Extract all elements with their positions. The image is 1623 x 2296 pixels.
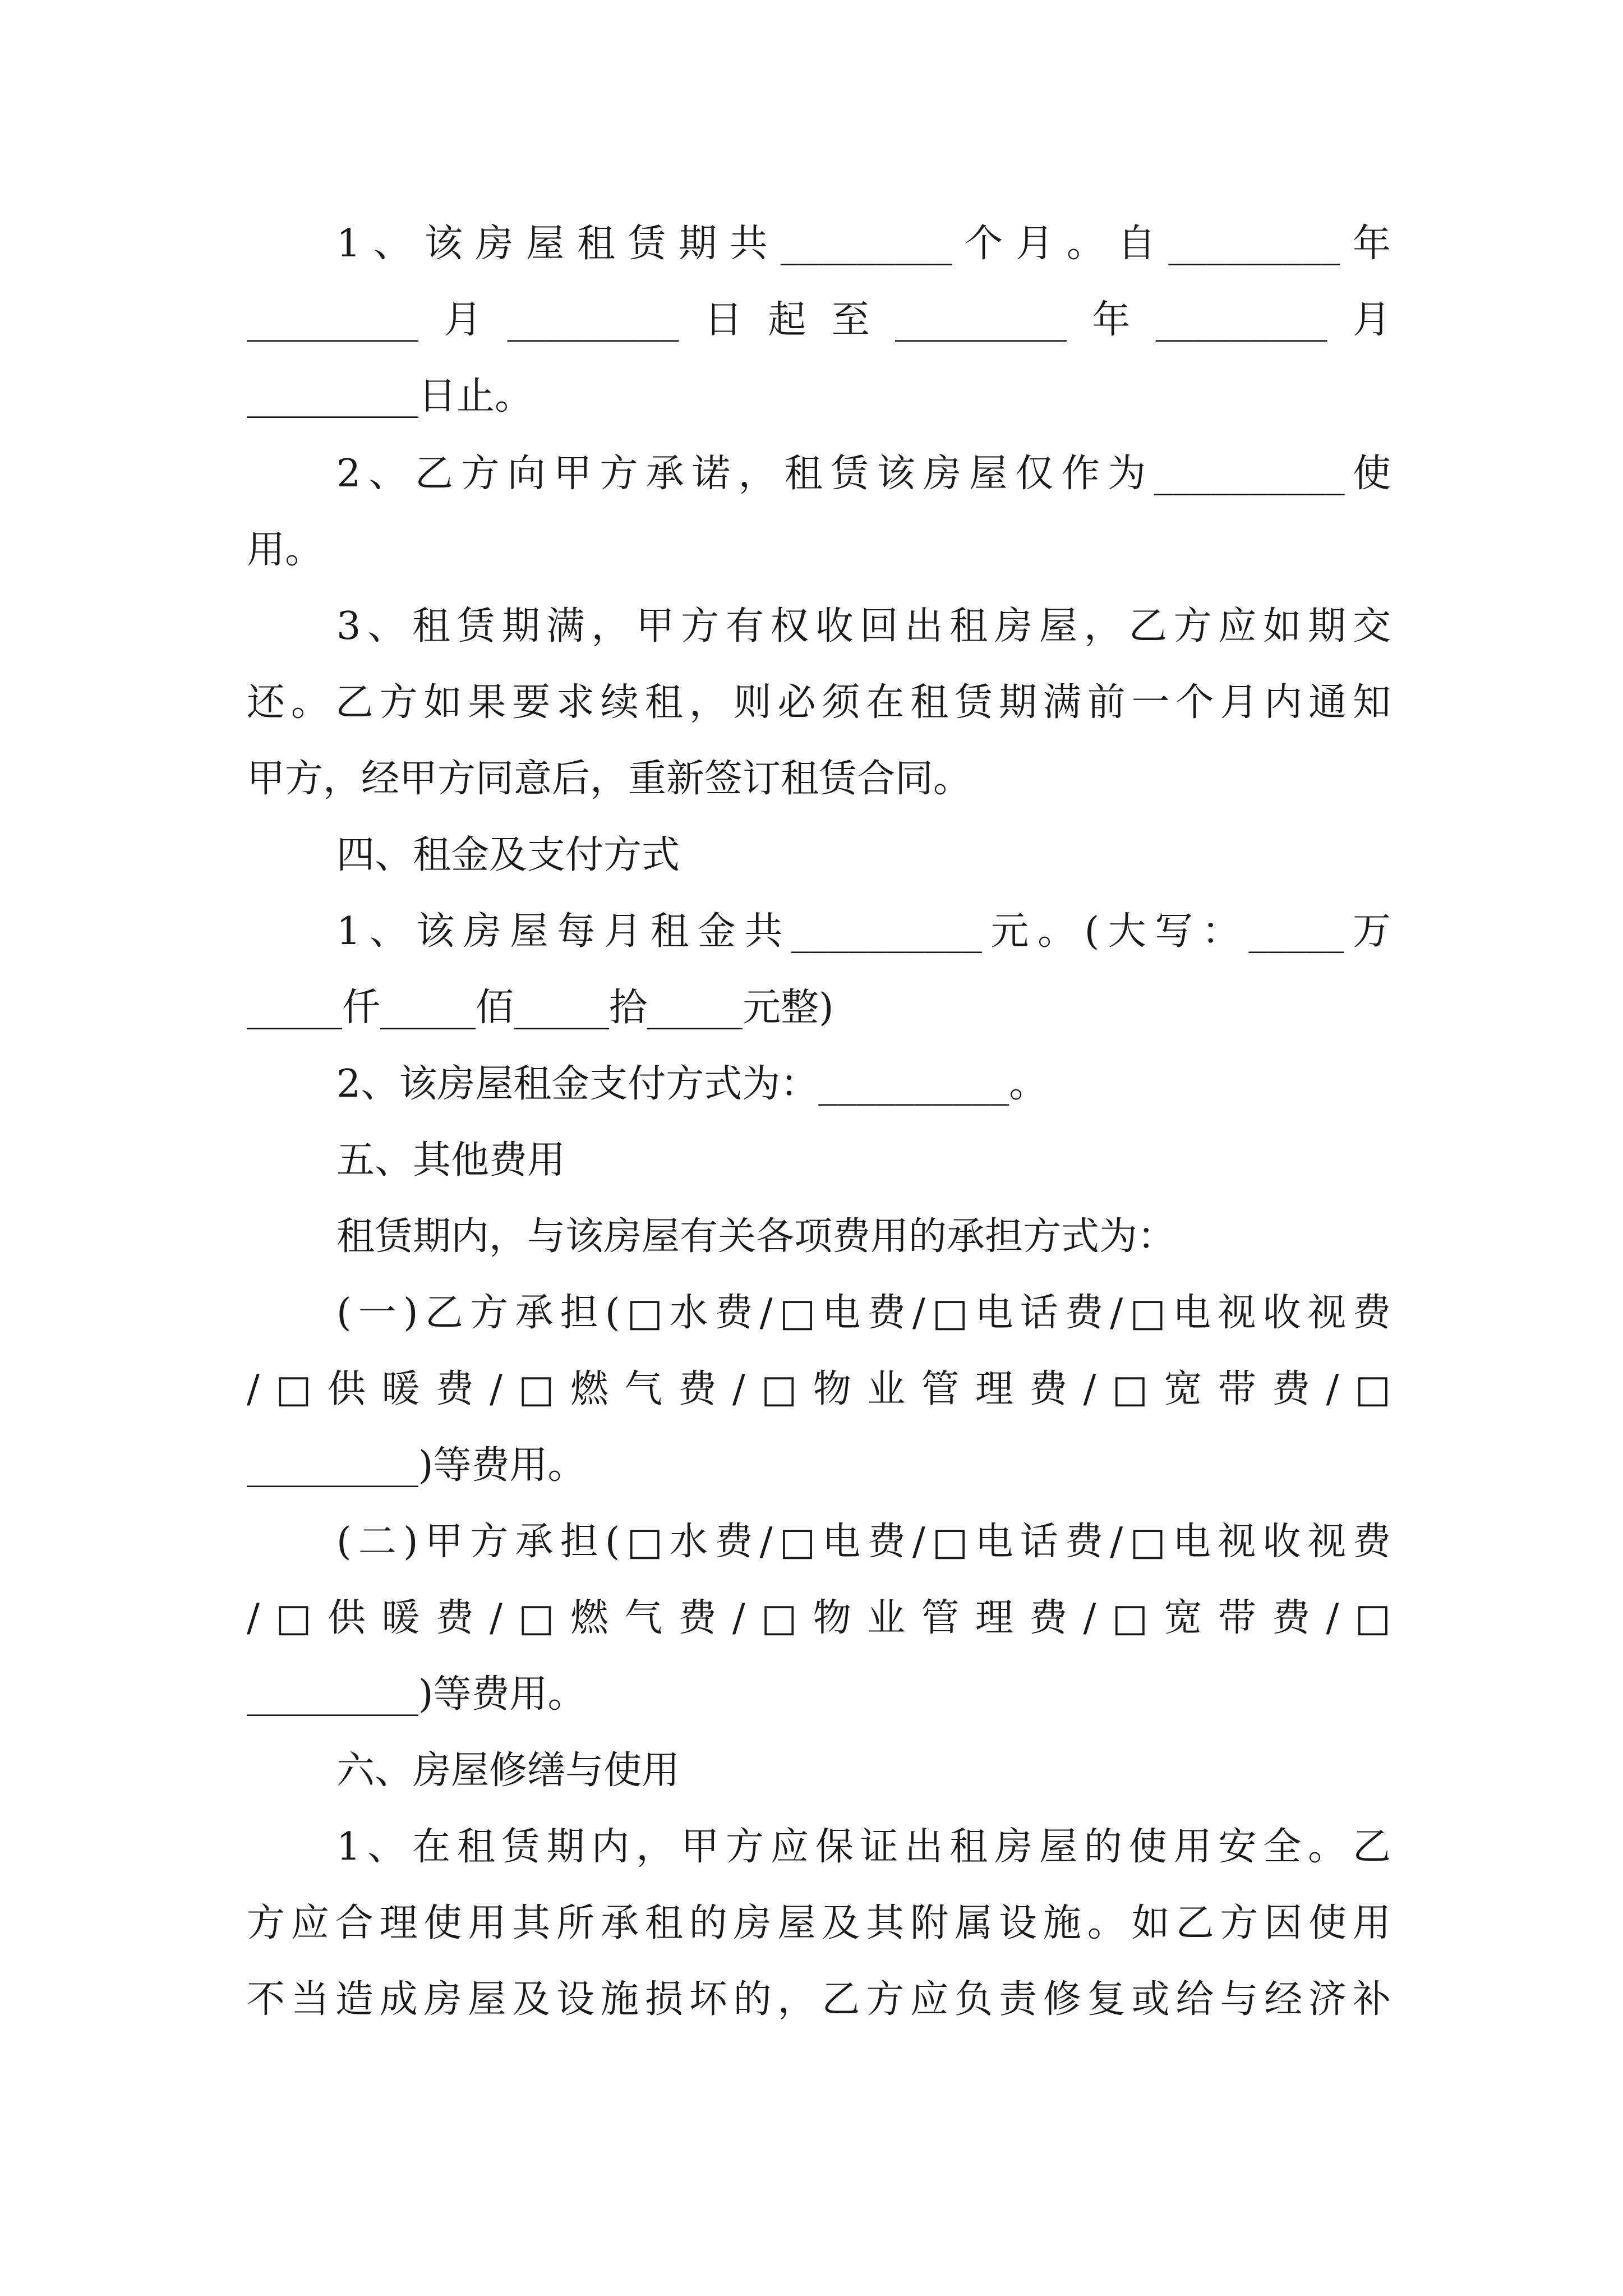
text-line: 1、该房屋每月租金共__________元。(大写：_____万 xyxy=(336,909,1391,954)
text-line: _________日止。 xyxy=(247,374,533,418)
text-line: 2、该房屋租金支付方式为：__________。 xyxy=(336,1062,1048,1106)
section-heading: 四、租金及支付方式 xyxy=(336,833,680,877)
text-line: /□供暖费/□燃气费/□物业管理费/□宽带费/□ xyxy=(247,1596,1391,1640)
text-line: _________月_________日起至_________年_________月 xyxy=(247,298,1391,342)
text-line: _________)等费用。 xyxy=(247,1672,586,1717)
text-line: _________)等费用。 xyxy=(247,1443,586,1488)
text-line: 3、租赁期满，甲方有权收回出租房屋，乙方应如期交 xyxy=(336,604,1391,648)
text-line: 租赁期内，与该房屋有关各项费用的承担方式为： xyxy=(336,1214,1176,1259)
text-line: 方应合理使用其所承租的房屋及其附属设施。如乙方因使用 xyxy=(247,1901,1391,1945)
section-heading: 五、其他费用 xyxy=(336,1138,566,1182)
text-line: 1、在租赁期内，甲方应保证出租房屋的使用安全。乙 xyxy=(336,1825,1391,1869)
text-line: 用。 xyxy=(247,528,324,572)
text-line: (二)甲方承担(□水费/□电费/□电话费/□电视收视费 xyxy=(336,1520,1391,1564)
section-heading: 六、房屋修缮与使用 xyxy=(336,1749,680,1793)
text-line: 1、该房屋租赁期共_________个月。自_________年 xyxy=(336,222,1391,266)
text-line: (一)乙方承担(□水费/□电费/□电话费/□电视收视费 xyxy=(336,1291,1391,1335)
text-line: 甲方，经甲方同意后，重新签订租赁合同。 xyxy=(247,757,972,801)
text-line: /□供暖费/□燃气费/□物业管理费/□宽带费/□ xyxy=(247,1367,1391,1411)
text-line: 还。乙方如果要求续租，则必须在租赁期满前一个月内通知 xyxy=(247,680,1391,725)
text-line: 2、乙方向甲方承诺，租赁该房屋仅作为__________使 xyxy=(336,452,1391,496)
text-line: 不当造成房屋及设施损坏的，乙方应负责修复或给与经济补 xyxy=(247,1977,1391,2022)
text-line: _____仟_____佰_____拾_____元整) xyxy=(247,986,834,1030)
